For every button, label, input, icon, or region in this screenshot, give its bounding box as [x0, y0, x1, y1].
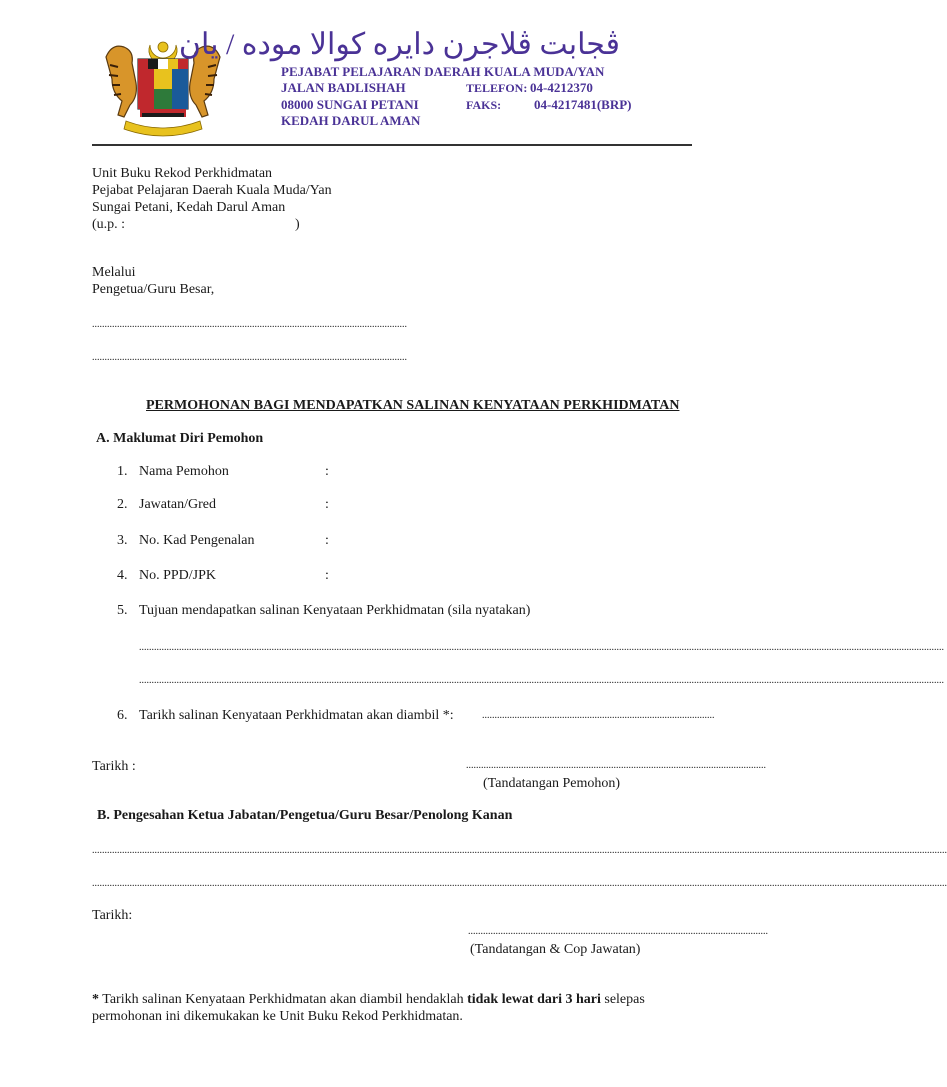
office-name: PEJABAT PELAJARAN DAERAH KUALA MUDA/YAN	[281, 64, 605, 79]
footnote-line-2: permohonan ini dikemukakan ke Unit Buku Rekod Perkhidmatan.	[92, 1009, 463, 1024]
section-b-heading: B. Pengesahan Ketua Jabatan/Pengetua/Guru Besar/Penolong Kanan	[97, 808, 513, 823]
item-6-number: 6.	[117, 708, 128, 723]
applicant-signature-line[interactable]: ........................................................................................................................	[466, 760, 766, 771]
item-5-number: 5.	[117, 603, 128, 618]
header-divider	[92, 144, 692, 146]
section-a-heading: A. Maklumat Diri Pemohon	[96, 431, 264, 446]
via-label: Melalui	[92, 265, 136, 280]
star-icon	[158, 42, 168, 52]
attention-close: )	[295, 217, 300, 232]
via-address-line[interactable]: ..............................................................................................................................	[92, 352, 407, 363]
applicant-date-label: Tarikh :	[92, 759, 136, 774]
telephone-value: 04-4212370	[530, 80, 593, 95]
item-4-label: No. PPD/JPK	[139, 568, 217, 583]
item-3-label: No. Kad Pengenalan	[139, 533, 255, 548]
via-role: Pengetua/Guru Besar,	[92, 282, 215, 297]
footnote-text-2: selepas	[600, 992, 645, 1007]
motto-scroll	[124, 121, 202, 136]
fax-label: FAKS:	[466, 98, 502, 112]
via-name-line[interactable]: ..............................................................................................................................	[92, 319, 407, 330]
endorser-signature-line[interactable]: ........................................................................................................................	[468, 926, 768, 937]
office-street: JALAN BADLISHAH	[281, 80, 406, 95]
endorser-signature-label: (Tandatangan & Cop Jawatan)	[470, 942, 641, 957]
applicant-signature-label: (Tandatangan Pemohon)	[483, 776, 621, 791]
left-tiger	[106, 46, 136, 117]
item-1-colon: :	[325, 464, 329, 479]
fax-value: 04-4217481(BRP)	[534, 97, 632, 112]
purpose-line-1[interactable]: ..................................................................................................................................................................................................................................................................................................................................	[139, 642, 944, 653]
item-4-colon: :	[325, 568, 329, 583]
footnote-line-1	[92, 992, 645, 1008]
endorsement-line-1[interactable]: ......................................................................................................................................................................................................................................................................................................................................................	[92, 845, 947, 856]
form-title: PERMOHONAN BAGI MENDAPATKAN SALINAN KENYATAAN PERKHIDMATAN	[146, 398, 680, 413]
item-2-number: 2.	[117, 497, 128, 512]
office-city: 08000 SUNGAI PETANI	[281, 97, 419, 112]
telephone-label: TELEFON:	[466, 81, 528, 95]
recipient-line-2: Pejabat Pelajaran Daerah Kuala Muda/Yan	[92, 183, 332, 198]
item-2-colon: :	[325, 497, 329, 512]
item-3-number: 3.	[117, 533, 128, 548]
item-6-label: Tarikh salinan Kenyataan Perkhidmatan akan diambil *:	[139, 708, 454, 723]
attention-open: (u.p. :	[92, 217, 126, 232]
collection-date-line[interactable]: .............................................................................................	[482, 710, 715, 721]
item-4-number: 4.	[117, 568, 128, 583]
endorser-date-label: Tarikh:	[92, 908, 133, 923]
endorsement-line-2[interactable]: ......................................................................................................................................................................................................................................................................................................................................................	[92, 878, 947, 889]
purpose-line-2[interactable]: ..................................................................................................................................................................................................................................................................................................................................	[139, 675, 944, 686]
item-1-number: 1.	[117, 464, 128, 479]
footnote-text-1: Tarikh salinan Kenyataan Perkhidmatan akan diambil hendaklah	[99, 992, 468, 1007]
item-5-label: Tujuan mendapatkan salinan Kenyataan Perkhidmatan (sila nyatakan)	[139, 603, 531, 618]
item-2-label: Jawatan/Gred	[139, 497, 216, 512]
office-state: KEDAH DARUL AMAN	[281, 113, 421, 128]
item-3-colon: :	[325, 533, 329, 548]
item-1-label: Nama Pemohon	[139, 464, 229, 479]
recipient-line-1: Unit Buku Rekod Perkhidmatan	[92, 166, 273, 181]
jawi-title: ڤجابت ڤلاجرن دايره كوالا موده / يان	[178, 28, 620, 61]
footnote-deadline: tidak lewat dari 3 hari	[467, 992, 601, 1007]
recipient-line-3: Sungai Petani, Kedah Darul Aman	[92, 200, 286, 215]
footnote-star: *	[92, 992, 99, 1007]
